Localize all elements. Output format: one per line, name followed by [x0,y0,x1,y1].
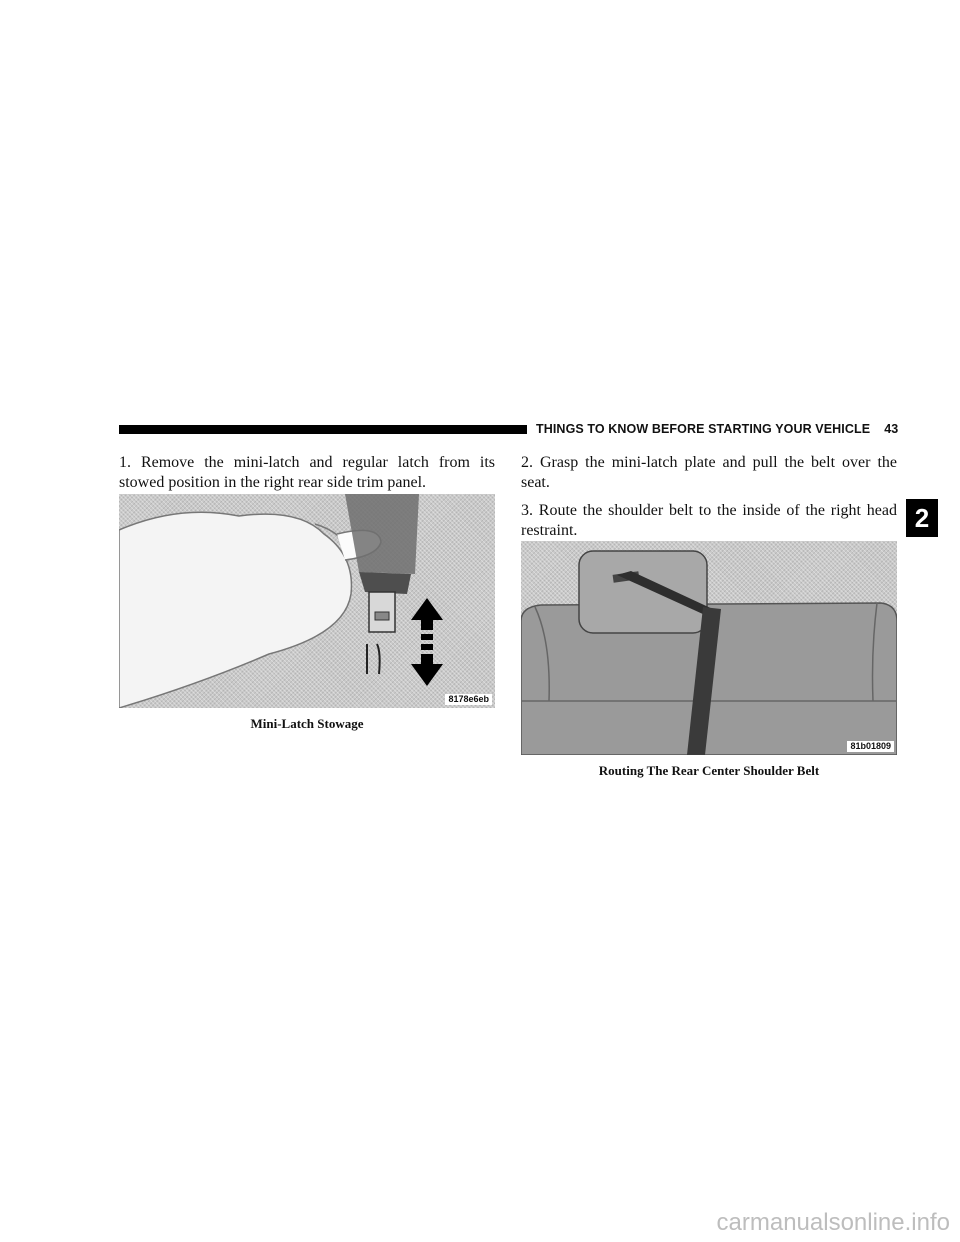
figure-code: 8178e6eb [445,694,492,705]
page-number: 43 [884,422,899,436]
arrow-up-icon [411,598,443,630]
arrow-down-icon [411,654,443,686]
rear-seat-illustration [521,541,897,755]
mini-latch-stowage-figure [119,494,495,708]
shoulder-belt-routing-figure [521,541,897,755]
section-tab: 2 [906,499,938,537]
header-rule [119,425,527,434]
step-2-text: 2. Grasp the mini-latch plate and pull the belt over the seat. [521,454,897,491]
figure-code: 81b01809 [847,741,894,752]
section-title: THINGS TO KNOW BEFORE STARTING YOUR VEHICLE [536,422,871,436]
figure-caption: Routing The Rear Center Shoulder Belt [598,763,820,778]
figure-caption: Mini-Latch Stowage [250,716,364,731]
mini-latch-illustration [119,494,495,708]
watermark: carmanualsonline.info [716,1209,950,1236]
running-header [536,422,898,436]
step-3-text: 3. Route the shoulder belt to the inside of the right head restraint. [521,502,897,539]
head-restraint [579,551,707,633]
step-1-text: 1. Remove the mini-latch and regular latch from its stowed position in the right rear side trim panel. [119,454,495,491]
